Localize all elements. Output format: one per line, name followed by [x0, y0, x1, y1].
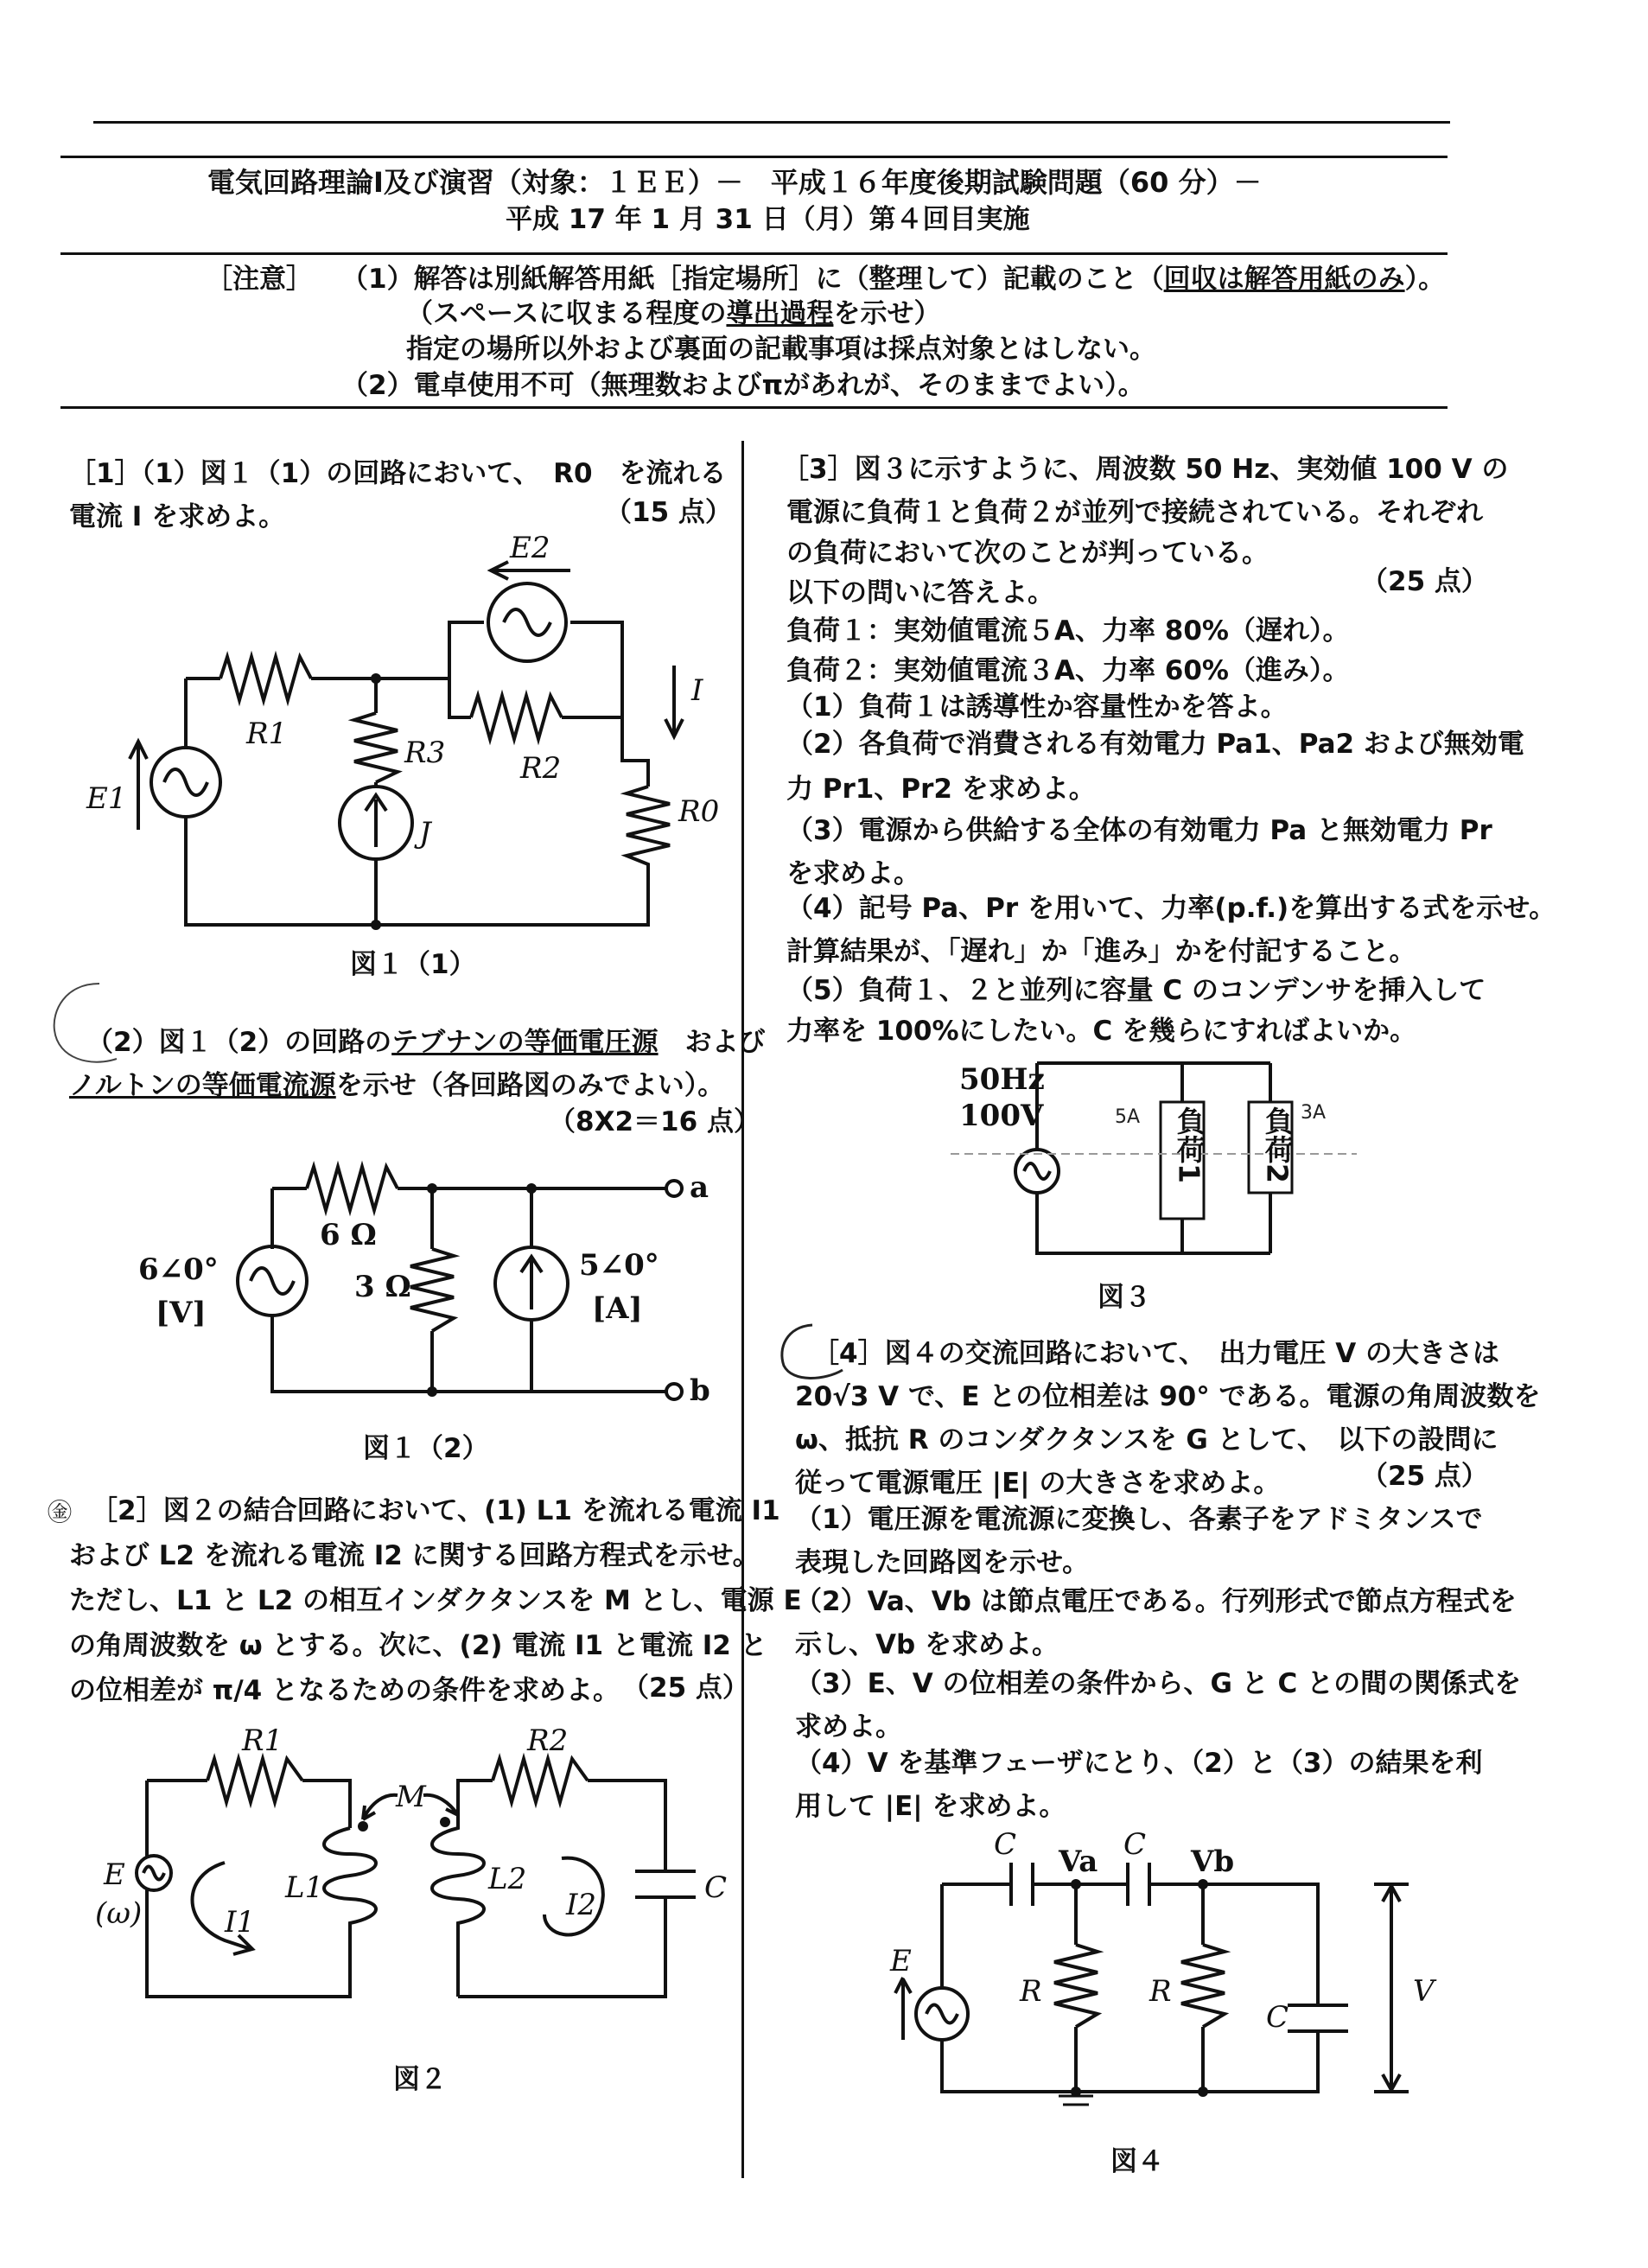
fig4-label-v: V: [1413, 1974, 1435, 2009]
q1-norton: ノルトンの等価電流源: [69, 1070, 336, 1101]
q4-part1a: （1）電圧源を電流源に変換し、各素子をアドミタンスで: [795, 1504, 1483, 1535]
q3-part5a: （5）負荷１、２と並列に容量 C のコンデンサを挿入して: [786, 975, 1486, 1006]
q3-part2b: 力 Pr1、Pr2 を求めよ。: [786, 774, 1096, 805]
fig4-label-va: Va: [1059, 1844, 1098, 1879]
fig1-label-j: J: [419, 816, 431, 850]
q2-line2: および L2 を流れる電流 I2 に関する回路方程式を示せ。: [69, 1540, 760, 1571]
notice-1b-post: を示せ）: [833, 298, 941, 329]
q3-load2: 負荷２：実効値電流３A、力率 60%（進み）。: [786, 655, 1350, 686]
q3-line2: 電源に負荷１と負荷２が並列で接続されている。それぞれ: [786, 497, 1483, 528]
q2-points: （25 点）: [622, 1672, 749, 1704]
fig3-load1-label: 負荷1: [1172, 1106, 1206, 1183]
fig3-circuit: [951, 1054, 1383, 1271]
notice-1b: [406, 298, 940, 330]
header-rule-2: [60, 252, 1448, 255]
fig4-label-e: E: [890, 1944, 912, 1978]
top-rule: [93, 121, 1450, 124]
notice-label: ［注意］: [206, 264, 313, 295]
q2-line4: の角周波数を ω とする。次に、(2) 電流 I1 と電流 I2 と: [69, 1630, 767, 1661]
fig1-2-label-6v: 6∠0°: [138, 1252, 219, 1287]
fig1-label-i: I: [691, 673, 703, 708]
q3-line3: の負荷において次のことが判っている。: [786, 538, 1269, 569]
fig4-label-vb: Vb: [1191, 1844, 1235, 1879]
fig2-label-c: C: [704, 1870, 728, 1905]
exam-date: 平成 17 年 1 月 31 日（月）第４回目実施: [506, 204, 1030, 235]
q2-line3: ただし、L1 と L2 の相互インダクタンスを M とし、電源 E: [69, 1585, 802, 1616]
fig2-label-m: M: [396, 1780, 426, 1814]
q3-part3b: を求めよ。: [786, 858, 920, 889]
notice-1b-underlined: 導出過程: [726, 298, 834, 329]
fig1-label-e2: E2: [510, 536, 550, 565]
fig1-1-circuit: [78, 536, 735, 942]
q1-part2-line2: [69, 1070, 724, 1102]
notice-1a-underlined: 回収は解答用紙のみ: [1163, 264, 1405, 295]
handwritten-5a: 5A: [1115, 1106, 1141, 1128]
q3-load1: 負荷１：実効値電流５A、力率 80%（遅れ）。: [786, 615, 1350, 647]
fig2-label-l2: L2: [488, 1862, 527, 1896]
q3-part2a: （2）各負荷で消費される有効電力 Pa1、Pa2 および無効電: [786, 729, 1524, 760]
fig4-label-c1: C: [994, 1832, 1017, 1862]
fig1-2-label-3ohm: 3 Ω: [354, 1270, 411, 1304]
q3-part5b: 力率を 100%にしたい。C を幾らにすればよいか。: [786, 1016, 1417, 1047]
q1-points2: （8X2＝16 点）: [549, 1106, 760, 1137]
column-divider: [741, 441, 744, 2178]
fig1-2-caption: 図１（2）: [363, 1433, 489, 1464]
q1-part2-post: および: [658, 1027, 766, 1058]
fig1-2-terminal-b: b: [690, 1373, 710, 1408]
fig2-label-omega: (ω): [95, 1896, 143, 1931]
q4-line4: 従って電源電圧 |E| の大きさを求めよ。: [795, 1468, 1281, 1499]
fig1-1-caption: 図１（1）: [350, 949, 476, 980]
q4-part2b: 示し、Vb を求めよ。: [795, 1629, 1059, 1660]
notice-1b-pre: （スペースに収まる程度の: [406, 298, 727, 329]
fig1-label-r3: R3: [404, 736, 446, 770]
fig2-label-e: E: [104, 1857, 125, 1892]
q1-part2-pre: （2）図１（2）の回路の: [86, 1027, 392, 1058]
fig2-circuit: [78, 1716, 735, 2035]
fig3-load2-label: 負荷2: [1260, 1106, 1295, 1183]
notice-2: （2）電卓使用不可（無理数およびπがあれが、そのままでよい）。: [341, 370, 1145, 401]
handwritten-3a: 3A: [1301, 1102, 1327, 1124]
fig1-2-label-v-unit: [V]: [156, 1296, 207, 1330]
exam-title: 電気回路理論Ⅰ及び演習（対象：１ＥＥ）－ 平成１６年度後期試験問題（60 分）－: [207, 166, 1262, 199]
q3-line1: ［3］図３に示すように、周波数 50 Hz、実効値 100 V の: [782, 454, 1509, 485]
fig2-label-r1: R1: [242, 1723, 283, 1758]
q4-line1: ［4］図４の交流回路において、 出力電圧 V の大きさは: [812, 1338, 1500, 1369]
fig1-label-r1: R1: [246, 717, 288, 751]
q1-points1: （15 点）: [605, 497, 732, 528]
q4-part4b: 用して |E| を求めよ。: [795, 1791, 1066, 1822]
notice-1c: 指定の場所以外および裏面の記載事項は採点対象とはしない。: [406, 334, 1156, 365]
fig4-circuit: [881, 1832, 1469, 2144]
q4-line2: 20√3 V で、E との位相差は 90° である。電源の角周波数を: [795, 1381, 1541, 1412]
fig4-label-r2: R: [1149, 1974, 1172, 2009]
q1-line2: 電流 I を求めよ。: [69, 501, 286, 532]
q3-part1: （1）負荷１は誘導性か容量性かを答よ。: [786, 691, 1288, 723]
fig1-label-e1: E1: [86, 781, 127, 816]
notice-1a: [341, 264, 1445, 296]
fig2-label-i2: I2: [566, 1888, 597, 1922]
fig4-label-c3: C: [1266, 2000, 1289, 2035]
fig3-caption: 図３: [1098, 1282, 1151, 1313]
fig2-label-l1: L1: [285, 1870, 324, 1905]
q1-line1: ［1］（1）図１（1）の回路において、 R0 を流れる: [69, 458, 727, 489]
q4-part4a: （4）V を基準フェーザにとり、（2）と（3）の結果を利: [795, 1748, 1483, 1779]
header-rule-3: [60, 406, 1448, 409]
fig1-label-r0: R0: [678, 794, 720, 829]
handwritten-mark-q2: ㊎: [48, 1498, 73, 1526]
q3-part4b: 計算結果が、「遅れ」か「進み」かを付記すること。: [786, 936, 1416, 967]
fig4-caption: 図４: [1110, 2146, 1164, 2177]
q3-part3a: （3）電源から供給する全体の有効電力 Pa と無効電力 Pr: [786, 815, 1492, 846]
q1-part2-line2-post: を示せ（各回路図のみでよい）。: [335, 1070, 725, 1101]
q3-line4: 以下の問いに答えよ。: [786, 577, 1054, 608]
fig1-2-label-5a: 5∠0°: [579, 1248, 659, 1283]
fig2-label-r2: R2: [527, 1723, 569, 1758]
q2-line1: ［2］図２の結合回路において、(1) L1 を流れる電流 I1: [91, 1495, 780, 1526]
fig1-2-circuit: [112, 1150, 735, 1426]
fig2-caption: 図２: [393, 2064, 447, 2095]
q3-points: （25 点）: [1361, 566, 1488, 597]
fig3-label-volt: 100V: [959, 1099, 1044, 1133]
q4-part3a: （3）E、V の位相差の条件から、G と C との間の関係式を: [795, 1668, 1522, 1699]
notice-1a-pre: （1）解答は別紙解答用紙［指定場所］に（整理して）記載のこと（: [341, 264, 1164, 295]
fig4-label-r1: R: [1020, 1974, 1042, 2009]
header-rule-1: [60, 156, 1448, 158]
q3-part4a: （4）記号 Pa、Pr を用いて、力率(p.f.)を算出する式を示せ。: [786, 893, 1556, 924]
fig4-label-c2: C: [1123, 1832, 1147, 1862]
fig1-label-r2: R2: [520, 751, 562, 786]
fig2-label-i1: I1: [225, 1905, 256, 1940]
q4-part3b: 求めよ。: [795, 1711, 902, 1742]
notice-1a-post: ）。: [1404, 264, 1446, 295]
q4-part1b: 表現した回路図を示せ。: [795, 1547, 1090, 1578]
q4-points: （25 点）: [1361, 1461, 1488, 1492]
q1-thevenin: テブナンの等価電圧源: [391, 1027, 659, 1058]
fig1-2-label-a-unit: [A]: [592, 1291, 643, 1326]
q2-line5: の位相差が π/4 となるための条件を求めよ。: [69, 1675, 620, 1706]
q4-part2a: （2）Va、Vb は節点電圧である。行列形式で節点方程式を: [795, 1586, 1517, 1617]
q1-part2-line1: [86, 1027, 766, 1059]
q4-line3: ω、抵抗 R のコンダクタンスを G として、 以下の設問に: [795, 1424, 1498, 1456]
fig3-label-freq: 50Hz: [959, 1062, 1045, 1097]
fig1-2-terminal-a: a: [690, 1170, 709, 1205]
fig1-2-label-6ohm: 6 Ω: [320, 1218, 377, 1252]
